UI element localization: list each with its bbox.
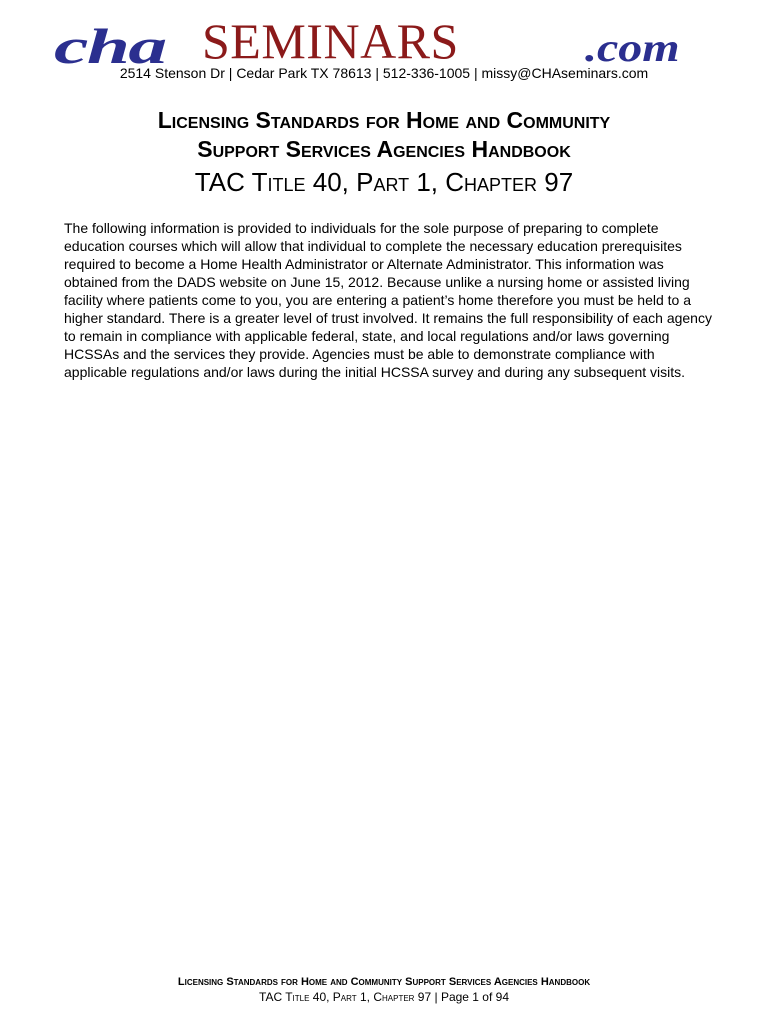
document-title-line-2: Support Services Agencies Handbook (197, 136, 571, 162)
logo-seminars-text: SEMINARS (202, 13, 459, 69)
footer-handbook-title: Licensing Standards for Home and Community Support Services Agencies Handbook (177, 976, 591, 988)
logo-com-text: .com (585, 25, 680, 70)
footer-page-number: Page 1 of 94 (440, 990, 509, 1004)
document-title-line-1: Licensing Standards for Home and Community (157, 107, 611, 133)
footer-chapter: TAC Title 40, Part 1, Chapter 97 (259, 990, 432, 1004)
logo-cha-text: cha (54, 18, 166, 74)
footer-page-info (0, 990, 768, 1005)
document-subtitle: TAC Title 40, Part 1, Chapter 97 (194, 167, 574, 197)
contact-info: 2514 Stenson Dr | Cedar Park TX 78613 | 512-336-1005 | missy@CHAseminars.com (119, 65, 649, 81)
intro-paragraph: The following information is provided to individuals for the sole purpose of preparing to complete education courses which will allow that individual to complete the necessary education prerequisites required to become a Home Health Administrator or Alternate Administrator. This information was obtained from the DADS website on June 15, 2012. Because unlike a nursing home or assisted living facility where patients come to you, you are entering a patient’s home therefore you must be held to a higher standard. There is a greater level of trust involved. It remains the full responsibility of each agency to remain in compliance with applicable federal, state, and local regulations and/or laws governing HCSSAs and the services they provide. Agencies must be able to demonstrate compliance with applicable regulations and/or laws during the initial HCSSA survey and during any subsequent visits. (64, 220, 712, 380)
footer-separator: | (431, 990, 441, 1004)
